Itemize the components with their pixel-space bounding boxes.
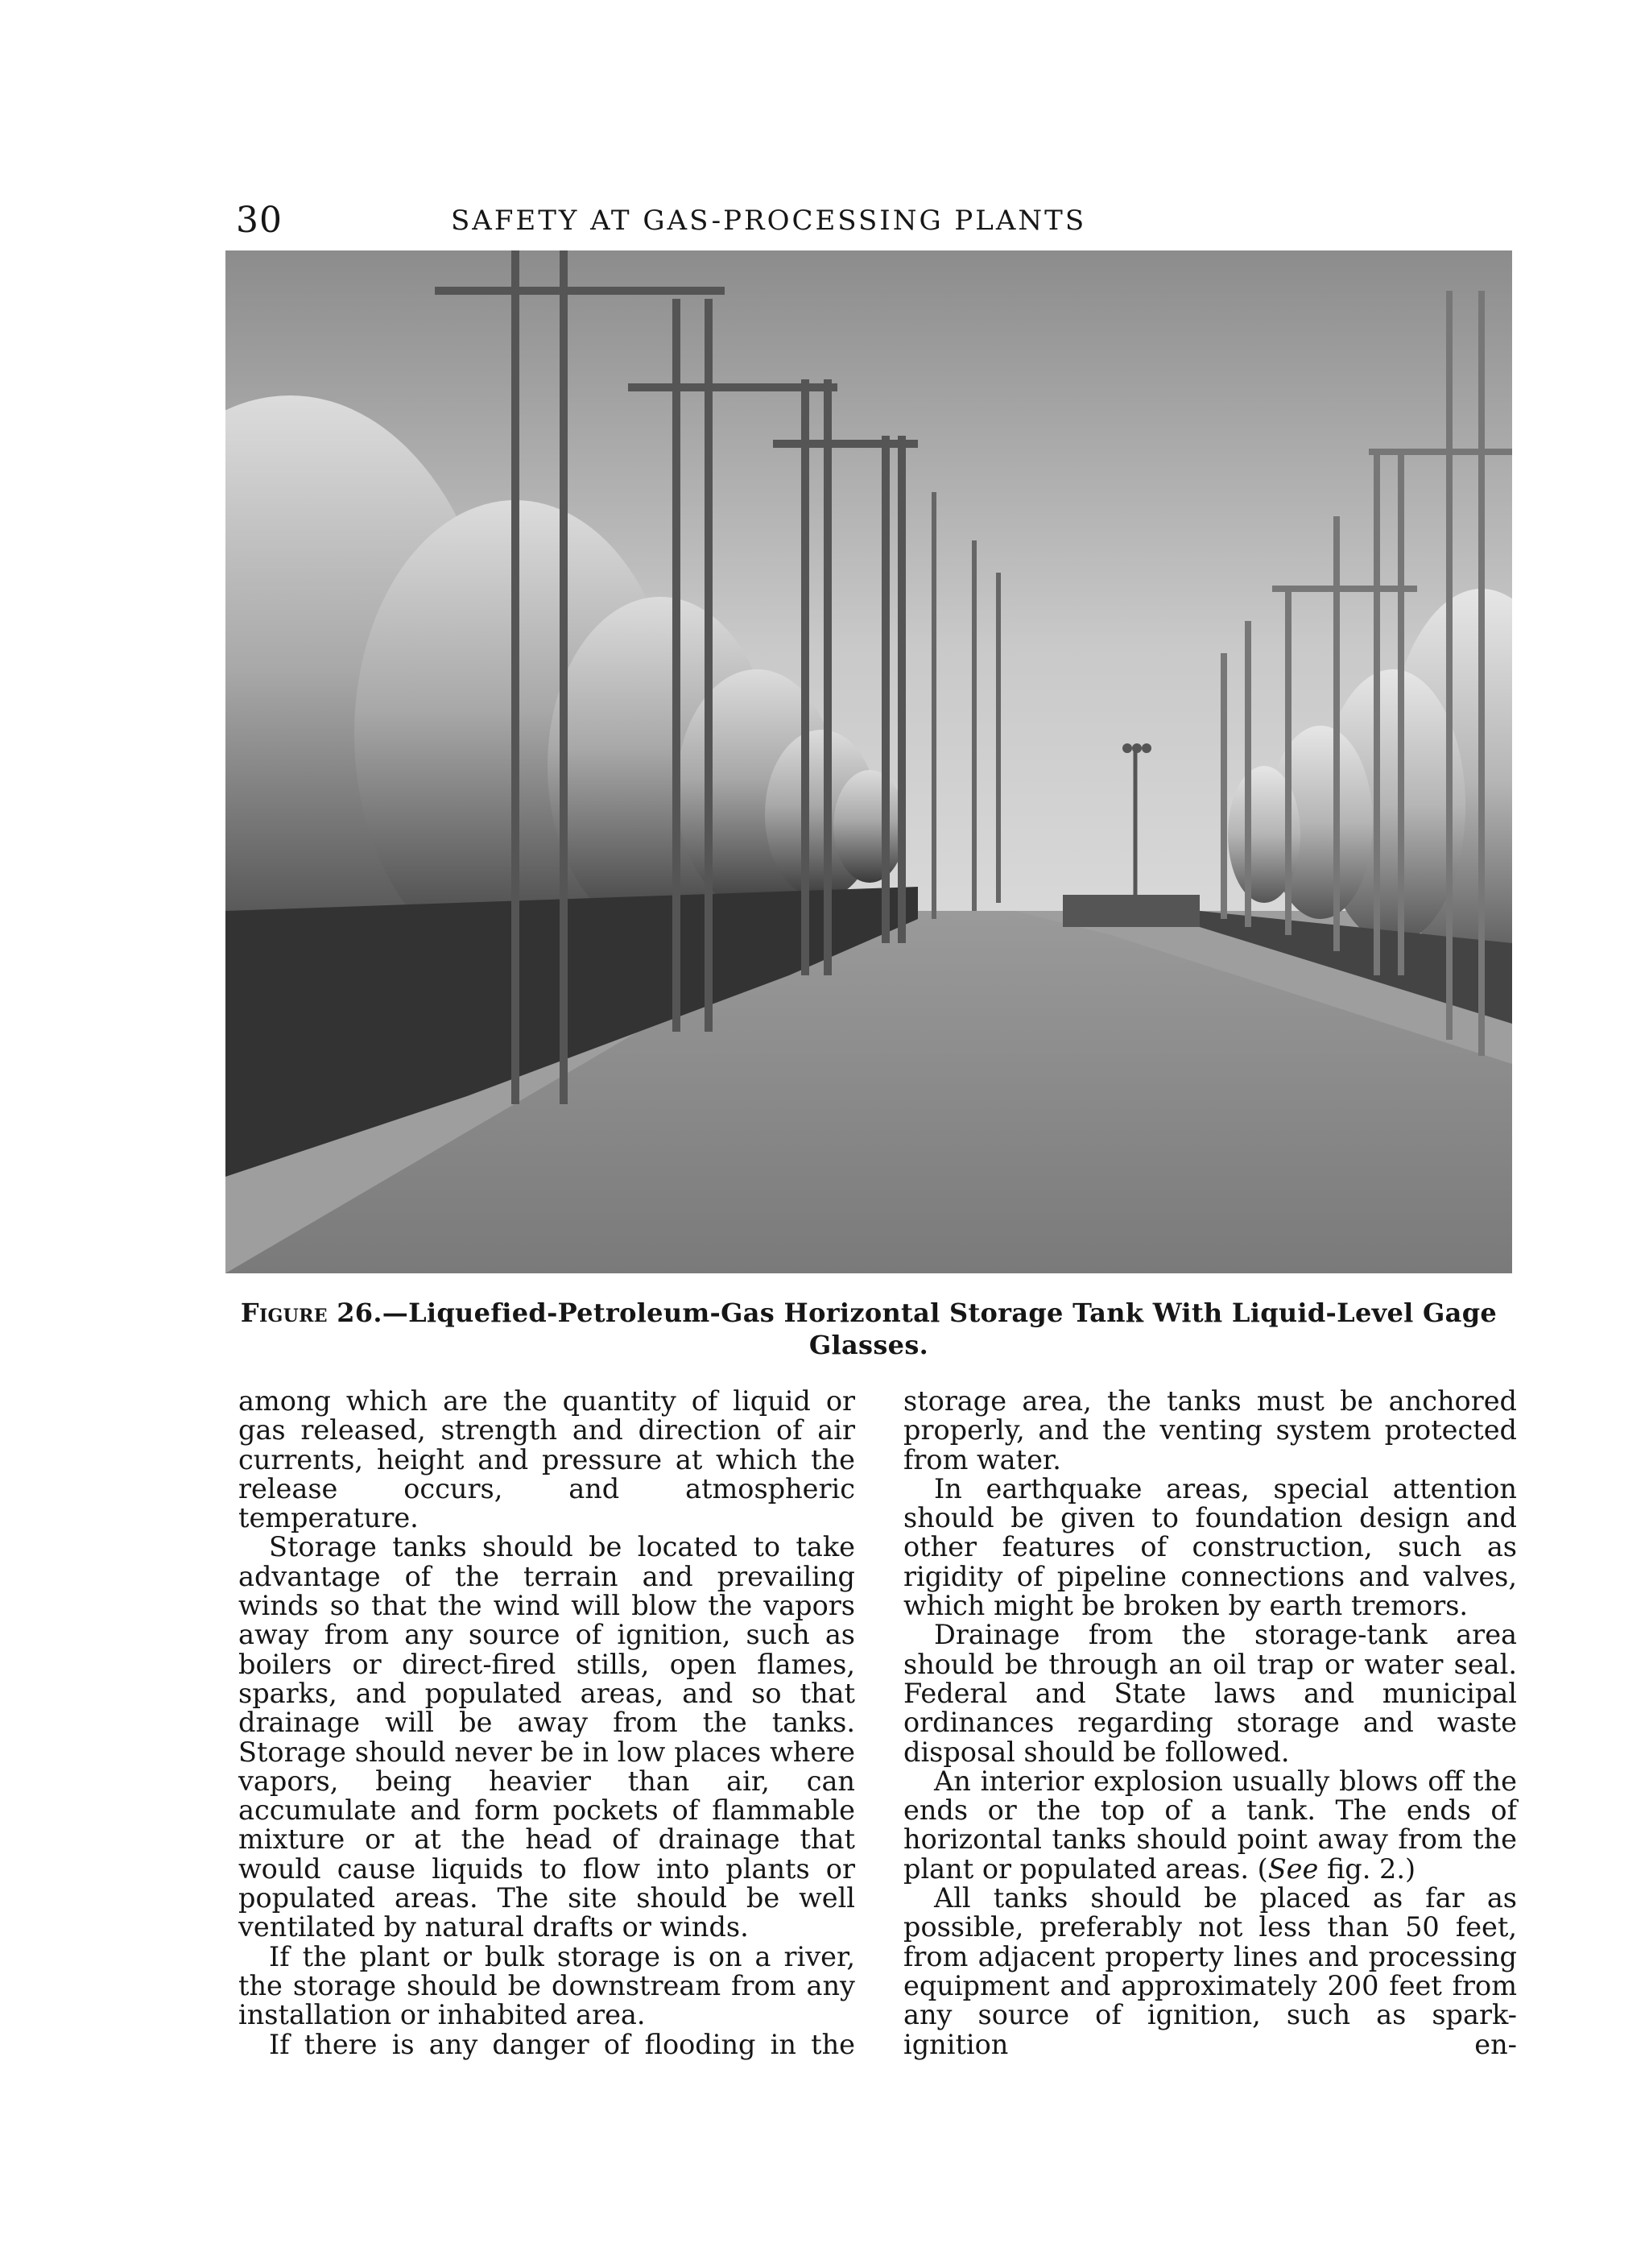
right-paragraph-3: Drainage from the storage-tank area should be through an oil trap or water seal. Federal and State laws and municipal ordinances regarding storage and waste disposal should be followed. [903,1619,1517,1768]
figure-label: Figure 26. [240,1297,382,1328]
right-paragraph-2: In earthquake areas, special attention should be given to foundation design and other features of construction, such as rigidity of pipeline connections and valves, which might be broken by earth tremors. [903,1472,1517,1622]
right-paragraph-4-text: An interior explosion usually blows off the ends or the top of a tank. The ends of horizontal tanks should point away from the plant or populated areas. ( [903,1765,1517,1885]
left-paragraph-3: If the plant or bulk storage is on a river, the storage should be downstream from any installation or inhabited area. [238,1940,855,2031]
right-paragraph-1: storage area, the tanks must be anchored properly, and the venting system protected from water. [903,1385,1517,1475]
figure-title: —Liquefied-Petroleum-Gas Horizontal Storage Tank With Liquid-Level Gage Glasses. [382,1297,1498,1360]
left-paragraph-1: among which are the quantity of liquid or gas released, strength and direction of air currents, height and pressure at which the release occurs, and atmospheric temperature. [238,1385,855,1534]
figure-caption [225,1297,1512,1361]
left-paragraph-2: Storage tanks should be located to take advantage of the terrain and prevailing winds so that the wind will blow the vapors away from any source of ignition, such as boilers or direct-fired stills, open flames, sparks, and populated areas, and so that drainage will be away from the tanks. Storage should never be in low places where vapors, being heavier than air, can accumulate and form pockets of flammable mixture or at the head of drainage that would cause liquids to flow into plants or populated areas. The site should be well ventilated by natural drafts or winds. [238,1531,855,1943]
page-number: 30 [236,200,283,241]
figure-photo [225,250,1512,1273]
right-paragraph-5: All tanks should be placed as far as possible, preferably not less than 50 feet, from adjacent property lines and processing equipment and approximately 200 feet from any source of ignition, such as spark-ignition en- [903,1882,1517,2060]
figure-reference: fig. 2.) [1318,1852,1416,1885]
left-paragraph-4: If there is any danger of flooding in the [269,2028,855,2060]
running-head: SAFETY AT GAS-PROCESSING PLANTS [451,205,1087,237]
lpg-tank-farm-photo-icon [225,250,1512,1273]
see-reference: See [1267,1852,1319,1885]
right-paragraph-4 [903,1767,1517,1884]
left-column [238,1387,855,2059]
right-column [903,1387,1517,2059]
